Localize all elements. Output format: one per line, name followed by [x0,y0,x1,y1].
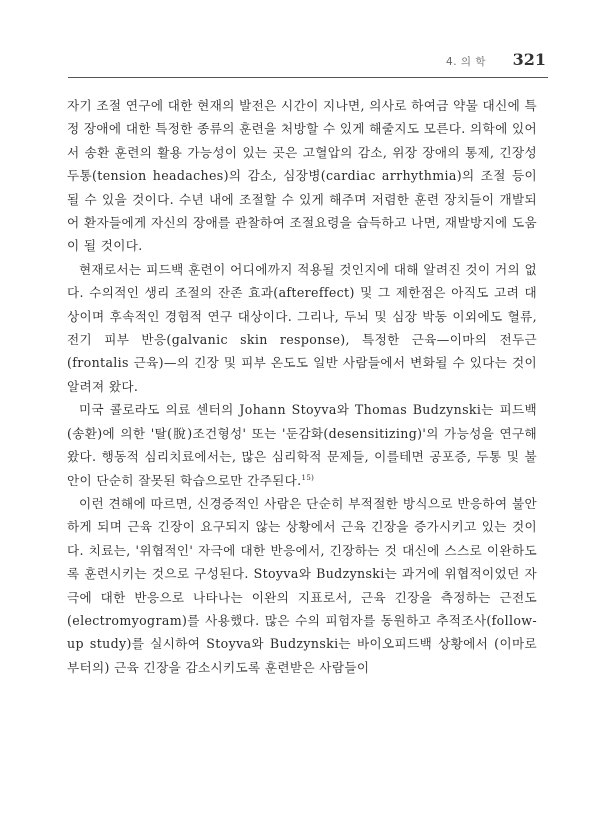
body-text [67,94,537,679]
footnote-ref[interactable]: 15) [301,473,315,482]
page-number: 321 [512,50,546,69]
chapter-title: 4. 의 학 [446,56,486,68]
paragraph-1: 자기 조절 연구에 대한 현재의 발전은 시간이 지나면, 의사로 하여금 약물 대신에 특정 장애에 대한 특정한 종류의 훈련을 처방할 수 있게 해줄지도 모른다. 의학에 있어서 송환 훈련의 활용 가능성이 있는 곳은 고혈압의 감소, 위장 장애의 통제, 긴장성 두통(tension headaches)의 감소, 심장병(cardiac arrhythmia)의 조절 등이 될 수 있을 것이다. 수년 내에 조절할 수 있게 해주며 저렴한 훈련 장치들이 개발되어 환자들에게 자신의 장애를 관찰하여 조절요령을 습득하고 나면, 재발방지에 도움이 될 것이다. [67,98,537,254]
paragraph-3: 미국 콜로라도 의료 센터의 Johann Stoyva와 Thomas Budzynski는 피드백(송환)에 의한 '탈(脫)조건형성' 또는 '둔감화(desensitizing)'의 가능성을 연구해 왔다. 행동적 심리치료에서는, 많은 심리학적 문제들, 이를테면 공포증, 두통 및 불안이 단순히 잘못된 학습으로만 간주된다.$^{15)}$ [67,402,537,488]
header-rule [68,77,548,78]
paragraph-4: 이런 견해에 따르면, 신경증적인 사람은 단순히 부적절한 방식으로 반응하여 불안하게 되며 근육 긴장이 요구되지 않는 상황에서 근육 긴장을 증가시키고 있는 것이다. 치료는, '위협적인' 자극에 대한 반응에서, 긴장하는 것 대신에 스스로 이완하도록 훈련시키는 것으로 구성된다. Stoyva와 Budzynski는 과거에 위협적이었던 자극에 대한 반응으로 나타나는 이완의 지표로서, 근육 긴장을 측정하는 근전도(electromyogram)를 사용했다. 많은 수의 피험자를 동원하고 추적조사(follow-up study)를 실시하여 Stoyva와 Budzynski는 바이오피드백 상황에서 (이마로부터의) 근육 긴장을 감소시키도록 훈련받은 사람들이 [67,495,537,675]
page-header [68,48,548,78]
paragraph-2: 현재로서는 피드백 훈련이 어디에까지 적용될 것인지에 대해 알려진 것이 거의 없다. 수의적인 생리 조절의 잔존 효과(aftereffect) 및 그 제한점은 아직도 고려 대상이며 후속적인 경험적 연구 대상이다. 그리나, 두뇌 및 심장 박동 이외에도 혈류, 전기 피부 반응(galvanic skin response), 특정한 근육—이마의 전두근(frontalis 근육)—의 긴장 및 피부 온도도 일반 사람들에서 변화될 수 있다는 것이 알려져 왔다. [67,261,537,394]
